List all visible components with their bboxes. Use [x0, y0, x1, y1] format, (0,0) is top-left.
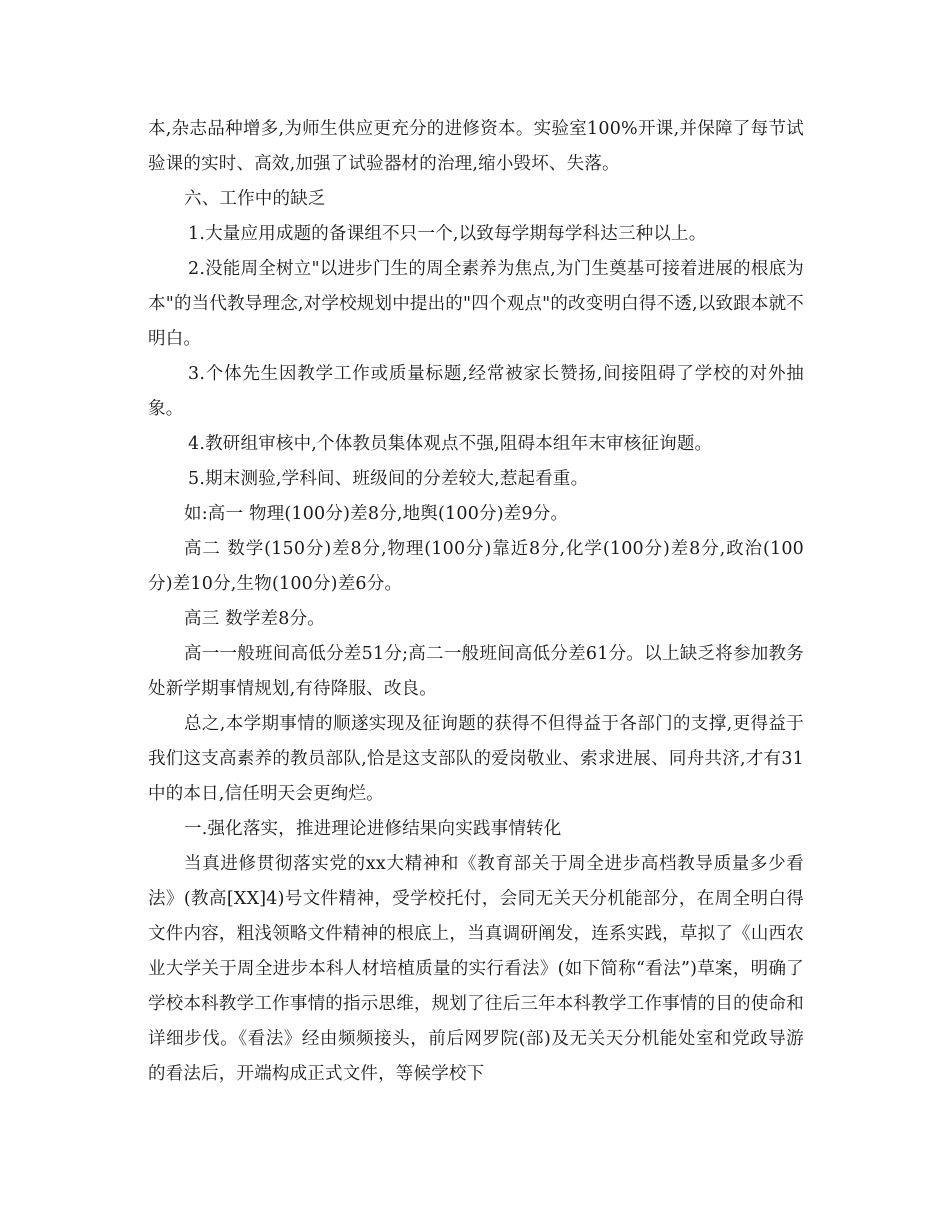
- section-heading-implementation: 一.强化落实，推进理论进修结果向实践事情转化: [184, 819, 562, 839]
- list-item: 1.大量应用成题的备课组不只一个,以致每学期每学科达三种以上。: [188, 224, 707, 244]
- paragraph: 高一一般班间高低分差51分;高二一般班间高低分差61分。以上缺乏将参加教务处新学期事情规划,有待降服、改良。: [148, 644, 804, 699]
- paragraph: 当真进修贯彻落实党的xx大精神和《教育部关于周全进步高档教导质量多少看法》(教高[XX]4)号文件精神，受学校托付，会同无关天分机能部分，在周全明白得文件内容，粗浅领略文件精神的根底上，当真调研阐发，连系实践，草拟了《山西农业大学关于周全进步本科人材培植质量的实行看法》(如下简称“看法”)草案，明确了学校本科教学工作事情的指示思维，规划了往后三年本科教学工作事情的目的使命和详细步伐。《看法》经由频频接头，前后网罗院(部)及无关天分机能处室和党政导游的看法后，开端构成正式文件，等候学校下: [148, 854, 804, 1084]
- paragraph: 高二 数学(150分)差8分,物理(100分)靠近8分,化学(100分)差8分,政治(100分)差10分,生物(100分)差6分。: [148, 539, 804, 594]
- paragraph: 高三 数学差8分。: [184, 609, 325, 629]
- document-body: [148, 112, 804, 1092]
- paragraph: 如:高一 物理(100分)差8分,地舆(100分)差9分。: [184, 504, 569, 524]
- list-item: 3.个体先生因教学工作或质量标题,经常被家长赞扬,间接阻碍了学校的对外抽象。: [148, 364, 804, 419]
- list-item: 5.期末测验,学科间、班级间的分差较大,惹起看重。: [188, 469, 589, 489]
- paragraph-continuation: 本,杂志品种增多,为师生供应更充分的进修资本。实验室100%开课,并保障了每节试验课的实时、高效,加强了试验器材的治理,缩小毁坏、失落。: [148, 119, 804, 174]
- section-heading-shortcomings: 六、工作中的缺乏: [184, 189, 326, 209]
- list-item: 4.教研组审核中,个体教员集体观点不强,阻碍本组年末审核征询题。: [188, 434, 713, 454]
- list-item: 2.没能周全树立"以进步门生的周全素养为焦点,为门生奠基可接着进展的根底为本"的当代教导理念,对学校规划中提出的"四个观点"的改变明白得不透,以致跟本就不明白。: [148, 259, 804, 349]
- paragraph-summary: 总之,本学期事情的顺遂实现及征询题的获得不但得益于各部门的支撑,更得益于我们这支高素养的教员部队,恰是这支部队的爱岗敬业、索求进展、同舟共济,才有31中的本日,信任明天会更绚烂。: [148, 714, 804, 804]
